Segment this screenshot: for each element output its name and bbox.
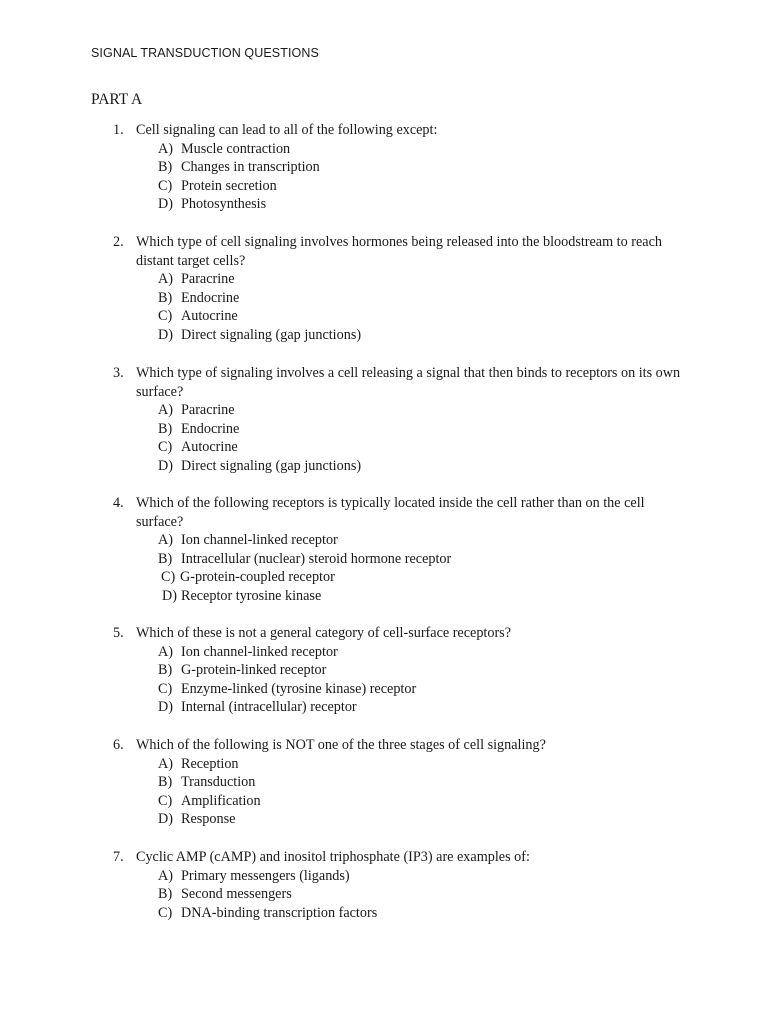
option-text: Primary messengers (ligands) [181, 867, 350, 884]
part-heading: PART A [91, 91, 143, 108]
option-text: Autocrine [181, 439, 238, 456]
answer-option [0, 867, 768, 886]
answer-option [0, 587, 768, 606]
answer-option [0, 885, 768, 904]
option-letter: B) [158, 774, 173, 791]
answer-option [0, 531, 768, 550]
option-text: G-protein-coupled receptor [180, 569, 335, 586]
answer-option [0, 792, 768, 811]
question-text: Which of these is not a general category of cell-surface receptors? [136, 625, 511, 641]
question-number: 7. [113, 849, 124, 865]
option-text: Amplification [181, 792, 261, 809]
option-text: Changes in transcription [181, 159, 320, 176]
option-text: Endocrine [181, 289, 240, 306]
answer-options [0, 867, 768, 923]
option-text: Response [181, 811, 236, 828]
option-letter: A) [158, 271, 173, 288]
question-number: 2. [113, 234, 124, 250]
option-text: Reception [181, 755, 239, 772]
answer-option [0, 661, 768, 680]
answer-option [0, 438, 768, 457]
answer-option [0, 420, 768, 439]
answer-option [0, 643, 768, 662]
option-letter: B) [158, 550, 173, 567]
option-letter: D) [158, 457, 173, 474]
option-text: DNA-binding transcription factors [181, 904, 378, 921]
answer-option [0, 158, 768, 177]
answer-option [0, 457, 768, 476]
option-letter: C) [158, 792, 173, 809]
option-text: Autocrine [181, 308, 238, 325]
option-letter: C) [158, 308, 173, 325]
answer-option [0, 270, 768, 289]
answer-option [0, 568, 768, 587]
answer-options [0, 755, 768, 829]
option-text: Protein secretion [181, 177, 277, 194]
answer-options [0, 643, 768, 717]
option-letter: A) [158, 867, 173, 884]
question-number: 6. [113, 737, 124, 753]
option-text: Ion channel-linked receptor [181, 643, 338, 660]
option-letter: A) [158, 532, 173, 549]
answer-option [0, 698, 768, 717]
option-text: Direct signaling (gap junctions) [181, 326, 362, 343]
answer-option [0, 289, 768, 308]
option-text: Muscle contraction [181, 140, 291, 157]
option-letter: B) [158, 420, 173, 437]
option-letter: B) [158, 289, 173, 306]
option-text: Internal (intracellular) receptor [181, 699, 357, 716]
answer-option [0, 773, 768, 792]
answer-option [0, 140, 768, 159]
answer-option [0, 326, 768, 345]
question-text: Which type of signaling involves a cell releasing a signal that then binds to receptors on its own surface? [136, 365, 681, 400]
question-text: Which of the following is NOT one of the three stages of cell signaling? [136, 737, 546, 753]
answer-option [0, 550, 768, 569]
option-letter: A) [158, 402, 173, 419]
answer-option [0, 177, 768, 196]
option-letter: C) [158, 904, 173, 921]
answer-option [0, 810, 768, 829]
option-text: Endocrine [181, 420, 240, 437]
option-letter: C) [158, 177, 173, 194]
option-letter: D) [158, 699, 173, 716]
option-letter: C) [158, 439, 173, 456]
answer-option [0, 680, 768, 699]
answer-option [0, 755, 768, 774]
answer-options [0, 401, 768, 475]
question-number: 5. [113, 625, 124, 641]
option-text: Paracrine [181, 402, 235, 419]
option-text: Transduction [181, 774, 256, 791]
question-text: Cyclic AMP (cAMP) and inositol triphosphate (IP3) are examples of: [136, 849, 530, 865]
option-text: Receptor tyrosine kinase [181, 587, 322, 604]
question-number: 1. [113, 122, 124, 138]
option-text: Paracrine [181, 271, 235, 288]
option-letter: A) [158, 643, 173, 660]
option-letter: D) [158, 196, 173, 213]
option-text: Intracellular (nuclear) steroid hormone receptor [181, 550, 452, 567]
option-letter: D) [162, 587, 177, 604]
answer-options [0, 270, 768, 344]
question-text: Which of the following receptors is typically located inside the cell rather than on the cell surface? [136, 495, 645, 530]
document-title: SIGNAL TRANSDUCTION QUESTIONS [91, 46, 319, 60]
option-text: Second messengers [181, 886, 292, 903]
option-text: Photosynthesis [181, 196, 267, 213]
answer-option [0, 401, 768, 420]
option-letter: D) [158, 811, 173, 828]
answer-option [0, 307, 768, 326]
question-number: 4. [113, 495, 124, 511]
option-letter: B) [158, 662, 173, 679]
option-text: G-protein-linked receptor [181, 662, 327, 679]
option-letter: C) [161, 569, 176, 586]
question-text: Cell signaling can lead to all of the following except: [136, 122, 438, 138]
answer-option [0, 195, 768, 214]
question-text: Which type of cell signaling involves hormones being released into the bloodstream to reach distant target cells? [136, 234, 662, 269]
option-letter: A) [158, 140, 173, 157]
option-text: Ion channel-linked receptor [181, 532, 338, 549]
option-letter: C) [158, 680, 173, 697]
option-letter: B) [158, 159, 173, 176]
answer-option [0, 904, 768, 923]
option-letter: A) [158, 755, 173, 772]
option-letter: B) [158, 886, 173, 903]
answer-options [0, 140, 768, 214]
answer-options [0, 531, 768, 605]
option-letter: D) [158, 326, 173, 343]
option-text: Direct signaling (gap junctions) [181, 457, 362, 474]
question-number: 3. [113, 365, 124, 381]
option-text: Enzyme-linked (tyrosine kinase) receptor [181, 680, 417, 697]
